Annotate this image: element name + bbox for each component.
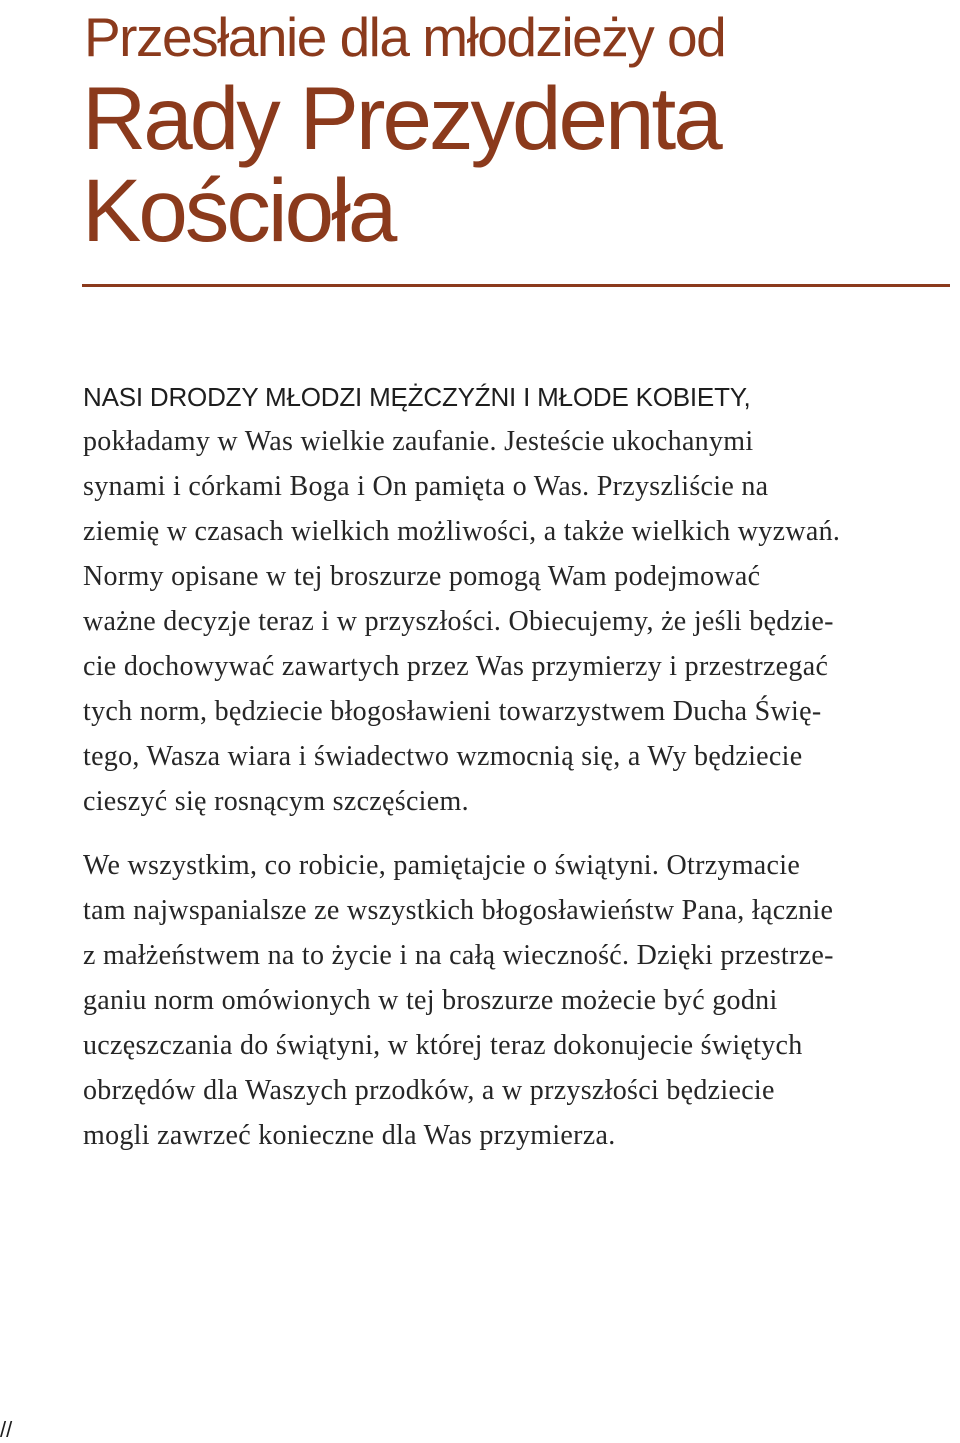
salutation: NASI DRODZY MŁODZI MĘŻCZYŹNI I MŁODE KOBIETY, <box>83 382 751 412</box>
paragraph-line: Normy opisane w tej broszurze pomogą Wam podejmować <box>83 561 761 592</box>
title-line-2: Rady Prezydenta <box>82 68 720 168</box>
paragraph-line: synami i córkami Boga i On pamięta o Was. Przyszliście na <box>83 471 769 502</box>
title-line-3: Kościoła <box>82 160 395 260</box>
paragraph-1 <box>83 419 840 824</box>
paragraph-line: tam najwspanialsze ze wszystkich błogosławieństw Pana, łącznie <box>83 895 834 926</box>
paragraph-line: tych norm, będziecie błogosławieni towarzystwem Ducha Świę- <box>83 696 822 727</box>
paragraph-line: cieszyć się rosnącym szczęściem. <box>83 786 469 817</box>
paragraph-line: ganiu norm omówionych w tej broszurze możecie być godni <box>83 985 778 1016</box>
title-divider <box>82 284 950 287</box>
corner-mark: // <box>0 1417 13 1442</box>
paragraph-line: cie dochowywać zawartych przez Was przymierzy i przestrzegać <box>83 651 829 682</box>
paragraph-line: We wszystkim, co robicie, pamiętajcie o świątyni. Otrzymacie <box>83 850 801 881</box>
paragraph-line: tego, Wasza wiara i świadectwo wzmocnią się, a Wy będziecie <box>83 741 803 772</box>
paragraph-line: obrzędów dla Waszych przodków, a w przyszłości będziecie <box>83 1075 775 1106</box>
title-line-1: Przesłanie dla młodzieży od <box>84 6 726 68</box>
paragraph-2 <box>83 843 834 1158</box>
paragraph-line: ważne decyzje teraz i w przyszłości. Obiecujemy, że jeśli będzie- <box>83 606 834 637</box>
paragraph-line: pokładamy w Was wielkie zaufanie. Jesteście ukochanymi <box>83 426 754 457</box>
paragraph-line: mogli zawrzeć konieczne dla Was przymierza. <box>83 1120 616 1151</box>
paragraph-line: ziemię w czasach wielkich możliwości, a także wielkich wyzwań. <box>83 516 841 547</box>
paragraph-line: uczęszczania do świątyni, w której teraz dokonujecie świętych <box>83 1030 803 1061</box>
paragraph-line: z małżeństwem na to życie i na całą wieczność. Dzięki przestrze- <box>83 940 834 971</box>
